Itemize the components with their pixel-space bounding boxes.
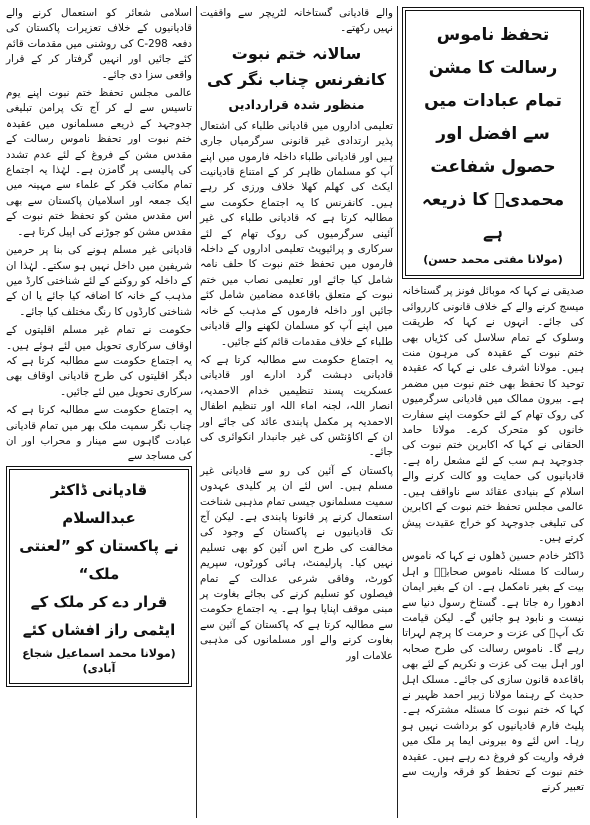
article-paragraph: والے قادیانی گستاخانہ لٹریچر سے واقفیت نہیں رکھتے۔ <box>200 7 393 35</box>
resolution-paragraph: اسلامی شعائر کو استعمال کرنے والے قادیانیوں کے خلاف تعزیرات پاکستان کی دفعہ C-298 کی روشنی میں مقدمات قائم کئے جائیں اور انہیں گرفتار کر کے قرار واقعی سزا دی جائے۔ <box>6 7 192 81</box>
column-divider <box>397 6 398 818</box>
article-paragraph: صدیقی نے کہا کہ موبائل فونز پر گستاخانہ میسج کرنے والے کے خلاف قانونی کارروائی کی جائے۔ انہوں نے کہا کہ طریقت وسلوک کے تمام سلاسل کی کڑیاں بھی ختم نبوت کے عقیدہ کی مرہون منت ہیں۔ مولانا اشرف علی نے کہا کہ عقیدہ توحید کا تحفظ بھی ختم نبوت میں مضمر ہے۔ بیرون ممالک میں قادیانی سرگرمیوں کی روک تھام کے لئے حکومت اپنے سفارت خانوں کو متحرک کرے۔ مولانا حامد الحقانی نے کہا کہ اکابرین ختم نبوت کی جدوجہد ہم سب کے لئے مشعل راہ ہے۔ قادیانیوں کی حمایت وو کالت کرنے والے اسلام کے بنیادی عقائد سے ناواقف ہیں۔ عالمی مجلس تحفظ ختم نبوت کے اکابرین کی تبلیغی جدوجہد کو خراج عقیدت پیش کرتے ہیں۔ <box>402 285 584 544</box>
resolution-paragraph: تعلیمی اداروں میں قادیانی طلباء کی اشتعال پذیر ارتدادی غیر قانونی سرگرمیاں جاری ہیں اور قادیانی طلباء داخلہ فارموں میں اپنے آپ کو مسلمان ظاہر کر کے امتناع قادیانیت ایکٹ کی کھلم کھلا خلاف ورزی کر رہے ہیں۔ کانفرنس کا یہ اجتماع حکومت سے مطالبہ کرتا ہے کہ قادیانی طلباء کی غیر آئینی سرگرمیوں کی روک تھام کے لئے سرکاری و پرائیویٹ تعلیمی اداروں کے داخلہ فارموں میں تحفظ ختم نبوت کا حلف نامہ شامل کیا جائے اور تعلیمی نصاب میں ختم نبوت کے متعلق باقاعدہ مضامین شامل کئے جائیں اور داخلہ فارموں کے مذہب کے خانہ میں اپنے آپ کو مسلمان لکھنے والے قادیانی طلباء کے خلاف مقدمات قائم کئے جائیں۔ <box>200 119 393 348</box>
resolution-paragraph: یہ اجتماع حکومت سے مطالبہ کرتا ہے کہ قادیانی دہشت گرد ادارے اور قادیانی عسکریت پسند تنظیمیں خدام الاحمدیہ، انصار اللہ، لجنہ اماء اللہ اور تنظیم اطفال الاحمدیہ پر مکمل پابندی عائد کی جائے اور ان کے اکاؤنٹس کی غیر جانبدار انکوائری کی جائے۔ <box>200 353 393 459</box>
article-paragraph: ڈاکٹر خادم حسین ڈھلوں نے کہا کہ ناموس رسالت کا مسئلہ ناموس صحابہؓ و اہل بیت کے بغیر نامکمل ہے۔ ان کے بغیر ایمان ادھورا رہ جاتا ہے۔ گستاخ رسول دنیا سے نیست و نابود ہو جائیں گے۔ لیکن قیامت تک آپؐ کی عزت و حرمت کا پرچم لہراتا رہے گا۔ ناموس رسالت کی طرح صحابہ اور اہل بیت کی عزت و تکریم کے لئے بھی باقاعدہ قانون سازی کی جائے۔ مسلک اہل حدیث کے رہنما مولانا زبیر احمد ظہیر نے کہا کہ ختم نبوت کا مسئلہ مشترکہ ہے۔ پلیٹ فارم قادیانیوں کو برداشت نہیں ہو رہا۔ اس لئے وہ بیرونی ایما پر ملک میں فرقہ واریت کو فروغ دے رہے ہیں۔ عقیدہ ختم نبوت کے تحفظ کو فرقہ واریت سے تعبیر کرنے <box>402 550 584 794</box>
author-byline: (مولانا محمد اسماعیل شجاع آبادی) <box>22 646 176 676</box>
author-byline: (مولانا مفتی محمد حسن) <box>423 253 563 266</box>
resolution-paragraph: قادیانی غیر مسلم ہونے کی بنا پر حرمین شریفین میں داخل نہیں ہو سکتے۔ لہٰذا ان کے داخلہ کو روکنے کے لئے شناختی کارڈ میں مذہب کے خانہ کا اضافہ کیا جائے یا ان کے شناختی کارڈوں کا رنگ مختلف کیا جائے۔ <box>6 244 192 318</box>
headline-line: قادیانی ڈاکٹر عبدالسلام <box>50 480 148 527</box>
headline-line: حصول شفاعت محمدیؐ کا ذریعہ ہے <box>421 157 565 243</box>
resolution-paragraph: پاکستان کے آئین کی رو سے قادیانی غیر مسلم ہیں۔ اس لئے ان پر کلیدی عہدوں سمیت مسلمانوں جیسی تمام مذہبی شناخت استعمال کرنے پر قانونا پابندی ہے۔ لیکن آج تک قادیانیوں نے پاکستان کے وجود کی مخالفت کی طرح اس آئین کو بھی تسلیم نہیں کیا۔ پارلیمنٹ، ہائی کورٹوں، سپریم کورٹ، وفاقی شرعی عدالت کے تمام فیصلوں کو تسلیم کرنے کی بجائے بغاوت پر مبنی موقف اپنایا ہوا ہے۔ یہ اجتماع حکومت سے مطالبہ کرتا ہے کہ پاکستان کے آئین سے بغاوت کرنے والے اور مسلمانوں کی مذہبی علامات اور <box>200 464 393 662</box>
headline-line: تمام عبادات میں سے افضل اور <box>424 91 562 144</box>
section-subheading: منظور شدہ قراردادیں <box>228 96 365 112</box>
headline-line: تحفظ ناموس رسالت کا مشن <box>428 25 558 78</box>
right-headline-box <box>405 10 581 276</box>
middle-column <box>200 6 393 667</box>
headline-line: قرار دے کر ملک کے <box>30 592 168 611</box>
headline-line: نے پاکستان کو ”لعنتی ملک“ <box>19 536 179 583</box>
left-column <box>6 6 192 692</box>
resolution-paragraph: حکومت نے تمام غیر مسلم اقلیتوں کے اوقاف سرکاری تحویل میں لئے ہوئے ہیں۔ یہ اجتماع حکومت سے مطالبہ کرتا ہے کہ دیگر اقلیتوں کی طرح قادیانی اوقاف بھی سرکاری تحویل میں لئے جائیں۔ <box>6 324 192 398</box>
resolution-paragraph: یہ اجتماع حکومت سے مطالبہ کرتا ہے کہ چناب نگر سمیت ملک بھر میں تمام قادیانی عبادت گاہوں سے مینار و محراب اور ان کی مساجد سے <box>6 404 192 463</box>
section-heading: سالانہ ختم نبوت کانفرنس چناب نگر کی <box>206 43 387 89</box>
headline-line: ایٹمی راز افشاں کئے <box>22 620 176 639</box>
resolution-paragraph: عالمی مجلس تحفظ ختم نبوت اپنے یوم تاسیس سے لے کر آج تک پرامن تبلیغی جدوجہد کے ذریعے مسلمانوں میں عقیدہ ختم نبوت اور تحفظ ناموس رسالت کے مقدس مشن کے فروغ کے لئے عدم تشدد کی پالیسی پر گامزن ہے۔ لہٰذا یہ اجتماع تمام مکاتب فکر کے علماء سے مہینہ میں ایک جمعہ اور اسلامیان پاکستان سے بھی اس مقدس مشن کو تحفظ ختم نبوت کے مقدس مشن کو جوڑنے کی اپیل کرتا ہے۔ <box>6 87 192 238</box>
left-headline-box <box>9 469 189 684</box>
column-divider <box>196 6 197 818</box>
right-column <box>402 6 584 799</box>
